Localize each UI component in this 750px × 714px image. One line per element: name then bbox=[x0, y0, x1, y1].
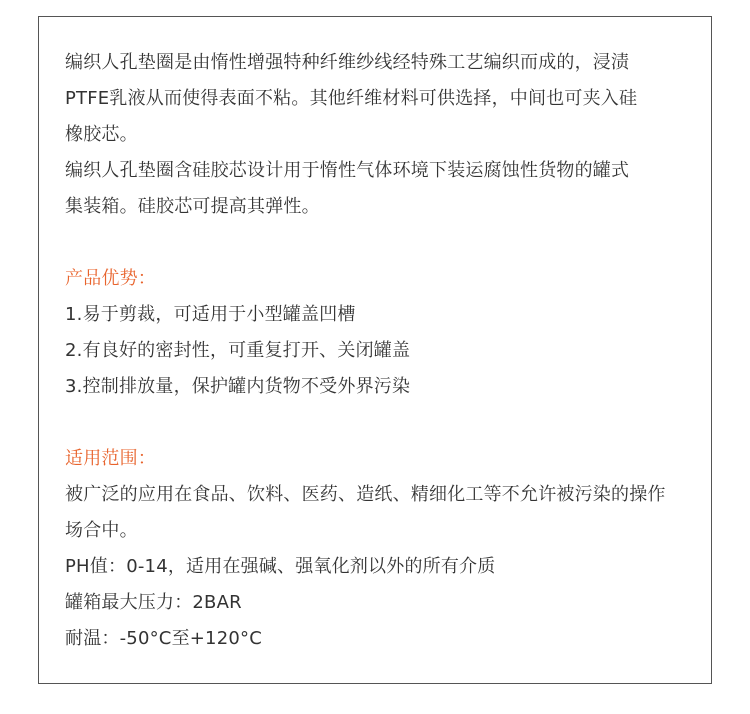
content-frame bbox=[38, 16, 712, 684]
intro-line: 集装箱。硅胶芯可提高其弹性。 bbox=[65, 196, 320, 217]
advantage-item: 2.有良好的密封性，可重复打开、关闭罐盖 bbox=[65, 340, 411, 361]
advantages-heading: 产品优势： bbox=[65, 268, 156, 289]
intro-line: 编织人孔垫圈含硅胶芯设计用于惰性气体环境下装运腐蚀性货物的罐式 bbox=[65, 160, 630, 181]
advantage-item: 3.控制排放量，保护罐内货物不受外界污染 bbox=[65, 376, 411, 397]
intro-line: 编织人孔垫圈是由惰性增强特种纤维纱线经特殊工艺编织而成的，浸渍 bbox=[65, 52, 630, 73]
section-spacer bbox=[65, 405, 695, 441]
section-spacer bbox=[65, 225, 695, 261]
intro-line: PTFE乳液从而使得表面不粘。其他纤维材料可供选择，中间也可夹入硅 bbox=[65, 88, 638, 109]
scope-line: 被广泛的应用在食品、饮料、医药、造纸、精细化工等不允许被污染的操作 bbox=[65, 484, 666, 505]
intro-line: 橡胶芯。 bbox=[65, 124, 138, 145]
product-description bbox=[65, 45, 695, 657]
max-pressure: 罐箱最大压力：2BAR bbox=[65, 592, 242, 613]
scope-line: 场合中。 bbox=[65, 520, 138, 541]
scope-heading: 适用范围： bbox=[65, 448, 156, 469]
temperature-range: 耐温：-50°C至+120°C bbox=[65, 628, 262, 649]
ph-range: PH值：0-14，适用在强碱、强氧化剂以外的所有介质 bbox=[65, 556, 496, 577]
advantage-item: 1.易于剪裁，可适用于小型罐盖凹槽 bbox=[65, 304, 356, 325]
